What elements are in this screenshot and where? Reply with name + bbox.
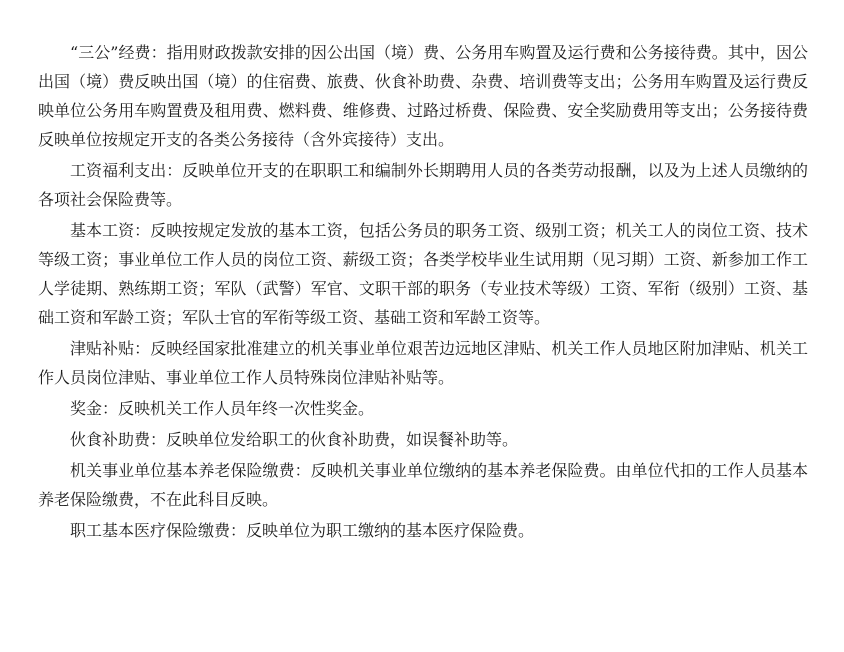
- paragraph-basic-wage: 基本工资：反映按规定发放的基本工资，包括公务员的职务工资、级别工资；机关工人的岗位工资、技术等级工资；事业单位工作人员的岗位工资、薪级工资；各类学校毕业生试用期（见习期）工资、新参加工作工人学徒期、熟练期工资；军队（武警）军官、文职干部的职务（专业技术等级）工资、军衔（级别）工资、基础工资和军龄工资；军队士官的军衔等级工资、基础工资和军龄工资等。: [38, 221, 808, 327]
- paragraph-three-public-expenses: “三公”经费：指用财政拨款安排的因公出国（境）费、公务用车购置及运行费和公务接待费。其中，因公出国（境）费反映出国（境）的住宿费、旅费、伙食补助费、杂费、培训费等支出；公务用车购置及运行费反映单位公务用车购置费及租用费、燃料费、维修费、过路过桥费、保险费、安全奖励费用等支出；公务接待费反映单位按规定开支的各类公务接待（含外宾接待）支出。: [38, 43, 808, 149]
- document-body: [38, 38, 808, 547]
- paragraph-bonus: 奖金：反映机关工作人员年终一次性奖金。: [70, 399, 375, 418]
- paragraph-pension-insurance: 机关事业单位基本养老保险缴费：反映机关事业单位缴纳的基本养老保险费。由单位代扣的工作人员基本养老保险缴费，不在此科目反映。: [38, 461, 808, 509]
- paragraph-meal-subsidy: 伙食补助费：反映单位发给职工的伙食补助费，如误餐补助等。: [70, 430, 519, 449]
- paragraph-medical-insurance: 职工基本医疗保险缴费：反映单位为职工缴纳的基本医疗保险费。: [70, 521, 535, 540]
- paragraph-allowances: 津贴补贴：反映经国家批准建立的机关事业单位艰苦边远地区津贴、机关工作人员地区附加津贴、机关工作人员岗位津贴、事业单位工作人员特殊岗位津贴补贴等。: [38, 339, 808, 387]
- paragraph-wage-welfare: 工资福利支出：反映单位开支的在职职工和编制外长期聘用人员的各类劳动报酬，以及为上述人员缴纳的各项社会保险费等。: [38, 161, 808, 209]
